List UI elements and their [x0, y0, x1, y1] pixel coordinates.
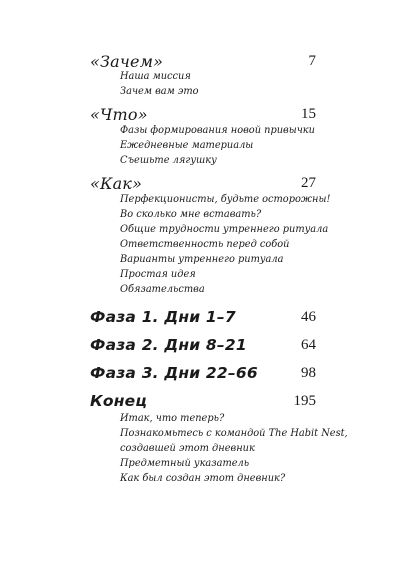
- toc-page-number: 27: [301, 175, 316, 191]
- toc-entry: Наша миссия: [120, 71, 191, 82]
- toc-entry: Итак, что теперь?: [120, 413, 225, 424]
- toc-page-number: 195: [293, 393, 316, 409]
- toc-entry: Общие трудности утреннего ритуала: [120, 224, 329, 235]
- toc-page-number: 15: [301, 106, 316, 122]
- toc-entry: создавшей этот дневник: [120, 443, 255, 454]
- toc-heading-kak: «Как»: [90, 174, 143, 193]
- toc-entry: Простая идея: [120, 269, 196, 280]
- toc-heading-zachem: «Зачем»: [90, 52, 164, 71]
- toc-entry: Фазы формирования новой привычки: [120, 125, 315, 136]
- toc-heading-konets: Конец: [90, 392, 148, 410]
- toc-entry: Варианты утреннего ритуала: [120, 254, 284, 265]
- toc-entry: Обязательства: [120, 284, 205, 295]
- toc-page-number: 98: [301, 365, 316, 381]
- toc-entry: Зачем вам это: [120, 86, 199, 97]
- toc-entry: Съешьте лягушку: [120, 155, 217, 166]
- toc-heading-phase-1: Фаза 1. Дни 1–7: [90, 308, 236, 326]
- toc-heading-phase-3: Фаза 3. Дни 22–66: [90, 364, 258, 382]
- toc-entry: Ежедневные материалы: [120, 140, 254, 151]
- toc-entry: Во сколько мне вставать?: [120, 209, 262, 220]
- toc-page-number: 64: [301, 337, 316, 353]
- toc-entry: Предметный указатель: [120, 458, 250, 469]
- toc-entry: Познакомьтесь с командой The Habit Nest,: [120, 428, 348, 439]
- toc-heading-phase-2: Фаза 2. Дни 8–21: [90, 336, 247, 354]
- toc-heading-chto: «Что»: [90, 105, 148, 124]
- toc-page-number: 7: [308, 53, 316, 69]
- toc-entry: Ответственность перед собой: [120, 239, 290, 250]
- toc-page-number: 46: [301, 309, 316, 325]
- toc-entry: Как был создан этот дневник?: [120, 473, 286, 484]
- toc-entry: Перфекционисты, будьте осторожны!: [120, 194, 331, 205]
